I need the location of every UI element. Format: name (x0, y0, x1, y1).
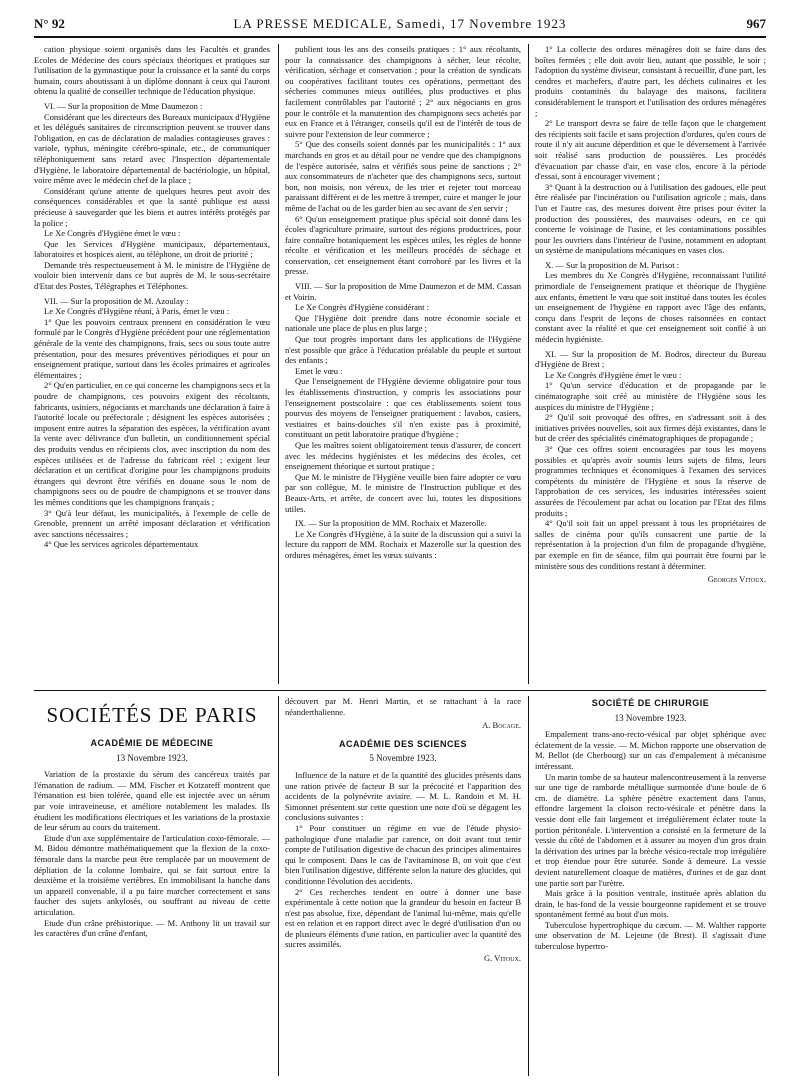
paragraph: Tuberculose hypertrophique du cæcum. — M. Walther rapporte une observation de M. Lejeune (de Brest). Il s'agissait d'une tuberculose hypertro- (535, 919, 766, 952)
paragraph: Le Xe Congrès d'Hygiène considérant : (295, 302, 429, 313)
academy-heading: ACADÉMIE DES SCIENCES (338, 738, 468, 749)
paragraph: Que l'enseignement de l'Hygiène devienne obligatoire pour tous les établissements d'instruction, y compris les associations pour l'enseignement postscolaire : que ces établissements soient tous pourvus des moyens de l'enseigner pratiquement : lavabos, casiers, vestiaires et bains-douches s'il n'en existe pas à proximité, constituant un petit laboratoire pratique d'hygiène ; (285, 376, 521, 440)
bottom-column-1 (34, 696, 270, 1076)
paragraph: 3° Quant à la destruction ou à l'utilisation des gadoues, elle peut être réalisée par l'incinération ou l'utilisation agricole ; mais, dans l'un et l'autre cas, des mesures doivent être prises pour éviter la production des poussières, des mauvaises odeurs, en ce qui concerne le voisinage de l'usine, et les contaminations possibles pour les ouvriers dans l'intérieur de l'usine, notamment en adoptant un système de manipulations mécaniques en vases clos. (535, 181, 766, 256)
bottom-column-2 (285, 696, 521, 1076)
top-column-2 (285, 44, 521, 684)
continued-paragraph: découvert par M. Henri Martin, et se rattachant à la race néanderthalienne. (285, 696, 521, 717)
paragraph: 1° La collecte des ordures ménagères doit se faire dans des boîtes fermées ; elle doit avoir lieu, autant que possible, le soir ; l'adoption du système diviseur, consistant à recueillir, d'une part, les cendres et machefers, d'autre part, les déchets culinaires et les produits contaminés du balayage des maisons, facilitera considérablement le transport et l'utilisation des ordures ménagères ; (535, 44, 766, 118)
paragraph: publient tous les ans des conseils pratiques : 1° aux récoltants, pour la connaissance des champignons à sécher, leur récolte, vérification, séchage et conservation ; pour la création de syndicats ou coopératives facilitant toutes ces opérations, permettant des sécheries communes mieux outillées, plus productives et plus facilement contrôlables par l'autorité ; 2° aux négociants en gros pour le contrôle et la manutention des champignons secs achetés par eux en France et à l'étranger, conseils qu'il est de l'intérêt de tous de suivre pour l'extension de leur commerce ; (285, 44, 521, 139)
paragraph: Demande très respectueusement à M. le ministre de l'Hygiène de vouloir bien intervenir dans ce but auprès de M. le sous-secrétaire d'Etat des Postes, Télégraphes et Téléphones. (34, 259, 270, 292)
page-header (34, 16, 766, 36)
paragraph: Emet le vœu : (295, 365, 343, 376)
paragraph: Que tout progrès important dans les applications de l'Hygiène n'est possible que grâce à l'éducation préalable du peuple et surtout des enfants ; (285, 334, 521, 366)
paragraph: Mais grâce à la position ventrale, instituée après ablation du drain, le bas-fond de la vessie bourgeonne rapidement et se trouve spontanément fermé au bout d'un mois. (535, 888, 766, 920)
paragraph: 4° Qu'il soit fait un appel pressant à tous les propriétaires de salles de cinéma pour qu'ils consacrent une partie de la représentation à la projection d'un film de propagande d'hygiène, par exemple en fin de séance, film qui pourrait être fourni par le ministère sous des conditions restant à déterminer. (535, 518, 766, 571)
paragraph: 2° Ces recherches tendent en outre à donner une base expérimentale à cette notion que la grandeur du besoin en facteur B n'est pas absolue, fixe, dépendant de l'animal lui-même, mais qu'elle est en relation et en rapport direct avec le degré d'utilisation d'un ou de plusieurs éléments d'une ration, en particulier avec la quantité des sucres assimilés. (285, 886, 521, 950)
paragraph: Le Xe Congrès d'Hygiène émet le vœu : (545, 369, 682, 380)
paragraph: VII. — Sur la proposition de M. Azoulay : (44, 295, 189, 306)
signature: Georges Vitoux. (707, 574, 766, 585)
paragraph: 3° Que ces offres soient encouragées par tous les moyens possibles et qu'après avoir soumis leurs sujets de films, leurs programmes techniques et économiques à l'examen des services compétents du ministère de l'Hygiène et sous la réserve de l'approbation de ces services, les industries intéressées soient assurées de l'écoulement par achat ou location par l'Etat des films produits ; (535, 443, 766, 518)
paragraph: Etude d'un crâne préhistorique. — M. Anthony lit un travail sur les caractères d'un crâne d'enfant, (34, 917, 270, 939)
paragraph: 4° Que les services agricoles départementaux (44, 539, 199, 550)
paragraph: Que les Services d'Hygiène municipaux, départementaux, laboratoires et hospices aient, au téléphone, un droit de priorité ; (34, 238, 270, 260)
paragraph: 2° Qu'en particulier, en ce qui concerne les champignons secs et la poudre de champignons, ces pouvoirs exigent des récoltants, fabricants, usiniers, négociants et marchands une déclaration à faire à l'autorité locale ou préfectorale ; désignent les espèces autorisées ; imposent entre autres la séparation des espèces, la vérification avant la vente avec délivrance d'un bulletin, un conditionnement spécial des produits vendus en récipients clos, avec inscription du nom des espèces utilisées et de l'adresse du fabricant réel ; exigent leur déclaration et un certificat d'origine pour les champignons produits étrangers qui devront être vérifiés en douane sous le nom de champignons secs ou de poudre de champignons et se trouver dans les mêmes conditions que les champignons français ; (34, 380, 270, 507)
paragraph: 1° Qu'un service d'éducation et de propagande par le cinématographe soit créé au ministère de l'Hygiène sous les auspices du ministre de l'Hygiène ; (535, 380, 766, 412)
section-title: SOCIÉTÉS DE PARIS (46, 703, 258, 727)
bottom-column-1-body (34, 769, 270, 939)
society-heading: SOCIÉTÉ DE CHIRURGIE (591, 698, 710, 708)
bottom-column-3 (535, 696, 766, 1076)
column-divider (528, 696, 529, 1076)
paragraph: cation physique soient organisés dans les Facultés et grandes Ecoles de Médecine des cours spéciaux théoriques et pratiques sur l'utilisation de la gymnastique pour la croissance et la santé du corps humain, cours aboutissant à un diplôme donnant à ceux qui l'auront obtenu la qualité de conseiller technique de l'éducation physique. (34, 44, 270, 97)
paragraph: 1° Que les pouvoirs centraux prennent en considération le vœu formulé par le Congrès d'Hygiène précédent pour une réglementation générale de la vente des champignons, frais, secs ou sous toute autre présentation, pour des mesures préventives périodiques et pour un enseignement pratique, surtout dans les écoles primaires et agricoles élémentaires ; (34, 316, 270, 380)
page-number: 967 (746, 16, 766, 31)
paragraph: Le Xe Congrès d'Hygiène émet le vœu : (44, 228, 181, 239)
academy-heading: ACADÉMIE DE MÉDECINE (90, 738, 214, 748)
section-rule (34, 690, 766, 691)
column-divider (528, 44, 529, 684)
column-divider (278, 44, 279, 684)
paragraph: IX. — Sur la proposition de MM. Rochaix et Mazerolle. (295, 518, 487, 529)
paragraph: 3° Qu'à leur défaut, les municipalités, à l'exemple de celle de Grenoble, prennent un arrêté imposant déclaration et vérification avec sanctions nécessaires ; (34, 507, 270, 539)
paragraph: Le Xe Congrès d'Hygiène, à la suite de la discussion qui a suivi la lecture du rapport de MM. Rochaix et Mazerolle sur la question des ordures ménagères, émet les vœux suivants : (285, 528, 521, 560)
column-divider (278, 696, 279, 1076)
session-date: 13 Novembre 1923. (614, 712, 687, 723)
paragraph: Que M. le ministre de l'Hygiène veuille bien faire adopter ce vœu par son collègue, M. le ministre de l'Instruction publique et des Beaux-Arts, et arrête, de concert avec lui, toutes les dispositions utiles. (285, 471, 521, 514)
paragraph: Empalement trans-ano-recto-vésical par objet sphérique avec éclatement de la vessie. — M. Michon rapporte une observation de M. Bellot (de Cherbourg) sur un cas d'empalement à mécanisme intéressant. (535, 729, 766, 771)
paragraph: XI. — Sur la proposition de M. Bodros, directeur du Bureau d'Hygiène de Brest ; (535, 348, 766, 370)
paragraph: Variation de la prostaxie du sérum des cancéreux traités par l'émanation de radium. — MM. Fischer et Kotzareff montrent que l'émanation est bien tolérée, quand elle est injectée avec un sérum par voie intraveineuse, et améliore notablement les malades. Ils étudient les modifications électriques et les variations de la prostaxie de leur sérum au cours du traitement. (34, 769, 270, 833)
paragraph: Que l'Hygiène doit prendre dans notre économie sociale et nationale une place de plus en plus large ; (285, 312, 521, 334)
paragraph: Influence de la nature et de la quantité des glucides présents dans une ration privée de facteur B sur la précocité et l'apparition des accidents de la polynévrite aviaire. — M. L. Randoin et M. H. Simonnet présentent sur cette question une note d'où se dégagent les conclusions suivantes : (285, 769, 521, 823)
session-date: 5 Novembre 1923. (369, 753, 437, 764)
paragraph: Un marin tombe de sa hauteur malencontreusement à la renverse sur une tige de rambarde métallique surmontée d'une boule de 6 cm. de diamètre. La sphère pénètre exactement dans l'anus, effondre largement la cloison recto-vésicale et pénètre dans la vessie dont elle fait largement et irrégulièrement éclater toute la portion péritonéale. L'intervention a consisté en la fermeture de la vessie du côté de l'abdomen et à assurer au moyen d'un gros drain la dérivation des urines par la brèche vésico-rectale trop irrégulière et trop étendue pour être suturée. Sonde à demeure. La vessie devient naturellement cloaque de matières, d'urines et de gaz dont une partie sort par l'urètre. (535, 771, 766, 888)
paragraph: X. — Sur la proposition de M. Parisot : (545, 259, 680, 270)
paragraph: 5° Que des conseils soient donnés par les municipalités : 1° aux marchands en gros et au détail pour ne vendre que des champignons de l'espèce autorisée, sains et vérifiés sous peine de sanctions ; 2° aux consommateurs de n'acheter que des champignons secs, surtout bon, non moisis, non véreux, de les trier et rejeter tout morceau paraissant différent et de les mettre à tremper, cuire et manger le jour même de l'achat ou de les garder bien au sec avant de s'en servir ; (285, 139, 521, 213)
paragraph: Considérant qu'une attente de quelques heures peut avoir des conséquences considérables et que la santé publique est aussi précieuse à sauvegarder que les biens et autres intérêts protégés par la police ; (34, 185, 270, 228)
paragraph: 1° Pour constituer un régime en vue de l'étude physio-pathologique d'une maladie par carence, on doit avant tout tenir compte de l'utilisation digestive de chacun des principes alimentaires qui le composent. Dans le cas de l'avitaminose B, on voit que c'est bien l'utilisation digestive, différente selon la nature des glucides, qui conditionne l'évolution des accidents. (285, 822, 521, 886)
paragraph: VI. — Sur la proposition de Mme Daumezon : (44, 100, 203, 111)
signature: A. Bocage. (482, 720, 521, 731)
issue-number: N° 92 (34, 16, 65, 31)
paragraph: Que les maîtres soient obligatoirement tenus d'assurer, de concert avec les médecins hygiénistes et les médecins des écoles, cet enseignement théorique et surtout pratique ; (285, 439, 521, 472)
header-rule (34, 36, 766, 38)
paragraph: Considérant que les directeurs des Bureaux municipaux d'Hygiène et les délégués sanitaires de circonscription peuvent se trouver dans l'obligation, en cas de déclaration de maladies contagieuses graves : variole, typhus, méningite cérébro-spinale, etc., de communiquer téléphoniquement sans retard avec l'Inspection départementale d'Hygiène, le laboratoire départemental de bactériologie, un hôpital, voire même avec le médecin chef de la place ; (34, 111, 270, 186)
masthead-title: LA PRESSE MEDICALE, Samedi, 17 Novembre 1923 (233, 16, 567, 31)
paragraph: 6° Qu'un enseignement pratique plus spécial soit donné dans les écoles d'agriculture primaire, surtout des régions productrices, pour faire connaître botaniquement les espèces utiles, les règles de bonne récolte et vérification et les meilleurs procédés de séchage et conservation, cet enseignement étant corroboré par les livres et la presse. (285, 213, 521, 277)
paragraph: Les membres du Xe Congrès d'Hygiène, reconnaissant l'utilité primordiale de l'enseignement pratique et théorique de l'hygiène aux enfants, émettent le vœu que soit institué dans toutes les écoles un enseignement de l'hygiène en rapport avec l'âge des enfants, conçu dans l'esprit de leçons de choses raisonnées en contact constant avec la réalité et que cet enseignement soit confié à un médecin hygiéniste. (535, 270, 766, 345)
top-column-3-body (535, 44, 766, 571)
top-column-1 (34, 44, 270, 684)
paragraph: Le Xe Congrès d'Hygiène réuni, à Paris, émet le vœu : (44, 306, 230, 317)
paragraph: 2° Le transport devra se faire de telle façon que le chargement des récipients soit facile et sans projection d'ordures, qu'en cours de route il n'y ait aucune déperdition et que le déversement à l'arrivée soit réalisé sans production de poussières. Les procédés d'évacuation par chasse d'air, en vase clos, encore à la période d'essai, sont à encourager vivement ; (535, 118, 766, 182)
signature: G. Vitoux. (483, 953, 521, 964)
top-column-3 (535, 44, 766, 684)
bottom-column-3-body (535, 729, 766, 951)
paragraph: 2° Qu'il soit provoqué des offres, en s'adressant soit à des initiatives privées nouvelles, soit aux firmes déjà existantes, dans le but de créer des spécialités cinématographiques de propagande ; (535, 412, 766, 444)
paragraph: VIII. — Sur la proposition de Mme Daumezon et de MM. Cassan et Voirin. (285, 281, 521, 302)
bottom-column-2-body (285, 770, 521, 950)
paragraph: Etude d'un axe supplémentaire de l'articulation coxo-fémorale. — M. Bidou démontre mathématiquement que la flexion de la coxo-fémorale dans la marche peut être remplacée par un mouvement de dépliation de la colonne lombaire, qui se fait surtout entre la deuxième et la troisième vertèbres. En immobilisant la hanche dans un appareil convenable, il a pu faire marcher correctement et sans faucher des sujets ankylosés, ou souffrant au niveau de cette articulation. (34, 832, 270, 917)
session-date: 13 Novembre 1923. (116, 752, 188, 763)
